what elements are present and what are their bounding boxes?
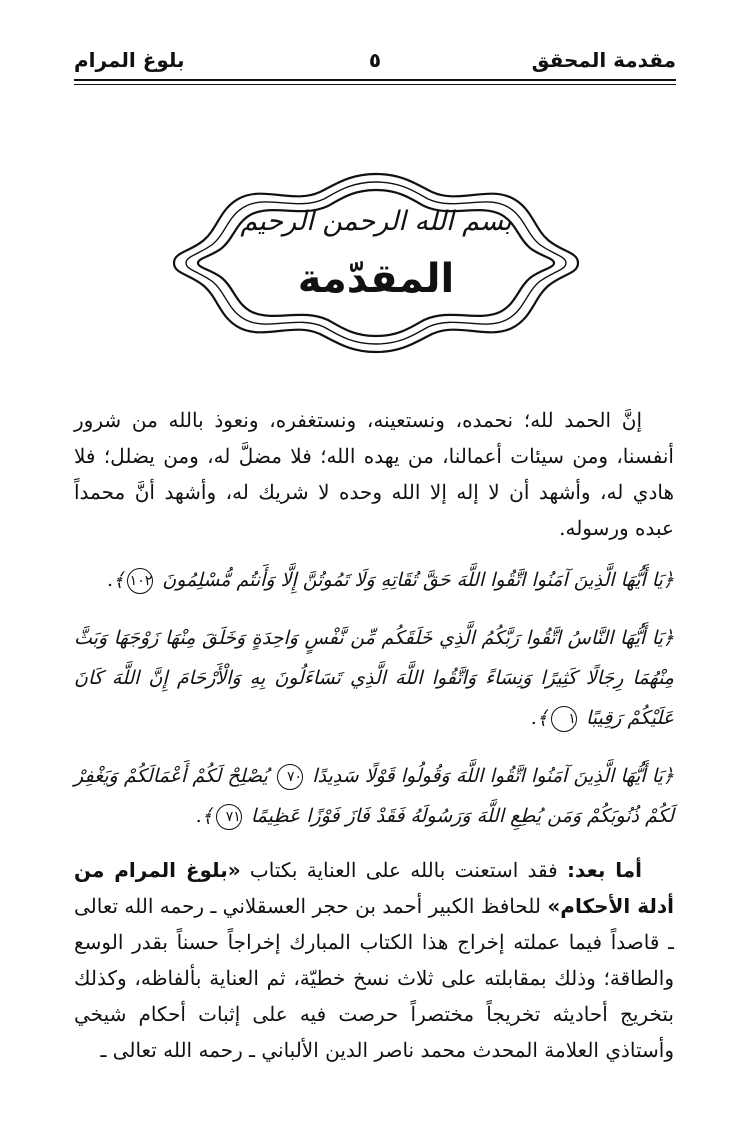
header-section-title: مقدمة المحقق xyxy=(531,48,676,72)
verse-text: يَا أَيُّهَا الَّذِينَ آمَنُوا اتَّقُوا اللَّهَ حَقَّ تُقَاتِهِ وَلَا تَمُوتُنَّ إِلَّا وَأَنتُم مُّسْلِمُونَ xyxy=(162,569,663,591)
verse-close-bracket: ﴾. xyxy=(107,569,125,591)
ayah-number-marker: ٧١ xyxy=(216,804,242,830)
verse-text: يُصْلِحْ لَكُمْ أَعْمَالَكُمْ وَيَغْفِرْ لَكُمْ ذُنُوبَكُمْ وَمَن يُطِعِ اللَّهَ وَرَسُولَهُ فَقَدْ فَازَ فَوْزًا عَظِيمًا xyxy=(74,765,674,827)
ayah-number-marker: ١٠٢ xyxy=(127,568,153,594)
intro-paragraph: إنَّ الحمد لله؛ نحمده، ونستعينه، ونستغفره، ونعوذ بالله من شرور أنفسنا، ومن سيئات أعمالنا، من يهده الله؛ فلا مضلَّ له، ومن يضلل؛ فلا هادي له، وأشهد أن لا إله إلا الله وحده لا شريك له، وأشهد أنَّ محمداً عبده ورسوله. xyxy=(74,408,674,540)
amma-bad-text: فقد استعنت بالله على العناية بكتاب xyxy=(240,858,568,882)
amma-bad-lead: أما بعد: xyxy=(567,858,642,882)
verse-open-bracket: ﴿ xyxy=(662,765,674,787)
quran-verse xyxy=(74,560,674,600)
amma-bad-paragraph xyxy=(74,852,674,1068)
verse-text: يَا أَيُّهَا الَّذِينَ آمَنُوا اتَّقُوا اللَّهَ وَقُولُوا قَوْلًا سَدِيدًا xyxy=(312,765,663,787)
header-rule-thick xyxy=(74,79,676,81)
ayah-number-marker: ٧٠ xyxy=(277,764,303,790)
book-title-reference: «بلوغ المرام من أدلة الأحكام» xyxy=(74,858,674,918)
header-rule-thin xyxy=(74,84,676,85)
verse-text: يَا أَيُّهَا النَّاسُ اتَّقُوا رَبَّكُمُ الَّذِي خَلَقَكُم مِّن نَّفْسٍ وَاحِدَةٍ وَخَلَقَ مِنْهَا زَوْجَهَا وَبَثَّ مِنْهُمَا رِجَالًا كَثِيرًا وَنِسَاءً وَاتَّقُوا اللَّهَ الَّذِي تَسَاءَلُونَ بِهِ وَالْأَرْحَامَ إِنَّ اللَّهَ كَانَ عَلَيْكُمْ رَقِيبًا xyxy=(74,627,674,729)
ayah-number-marker: ١ xyxy=(551,706,577,732)
verse-close-bracket: ﴾. xyxy=(195,805,213,827)
running-header xyxy=(74,44,676,84)
main-text xyxy=(74,402,674,1068)
header-book-title: بلوغ المرام xyxy=(74,48,185,72)
quran-verse xyxy=(74,618,674,738)
page-number: ٥ xyxy=(368,48,382,72)
verse-close-bracket: ﴾. xyxy=(530,707,548,729)
basmala-calligraphy: بسم الله الرحمن الرحيم xyxy=(240,206,512,237)
verse-open-bracket: ﴿ xyxy=(662,569,674,591)
chapter-title: المقدّمة xyxy=(297,256,455,302)
ornamental-title-frame xyxy=(170,170,582,356)
amma-bad-text: للحافظ الكبير أحمد بن حجر العسقلاني ـ رحمه الله تعالى ـ قاصداً فيما عملته إخراج هذا الكتاب المبارك إخراجاً حسناً بقدر الوسع والطاقة؛ وذلك بمقابلته على ثلاث نسخ خطيّة، ثم العناية بألفاظه، وكذلك بتخريج أحاديثه تخريجاً مختصراً حرصت فيه على إثبات أحكام شيخي وأستاذي العلامة المحدث محمد ناصر الدين الألباني ـ رحمه الله تعالى ـ xyxy=(74,894,675,1062)
verse-open-bracket: ﴿ xyxy=(662,627,674,649)
quran-verse xyxy=(74,756,674,836)
